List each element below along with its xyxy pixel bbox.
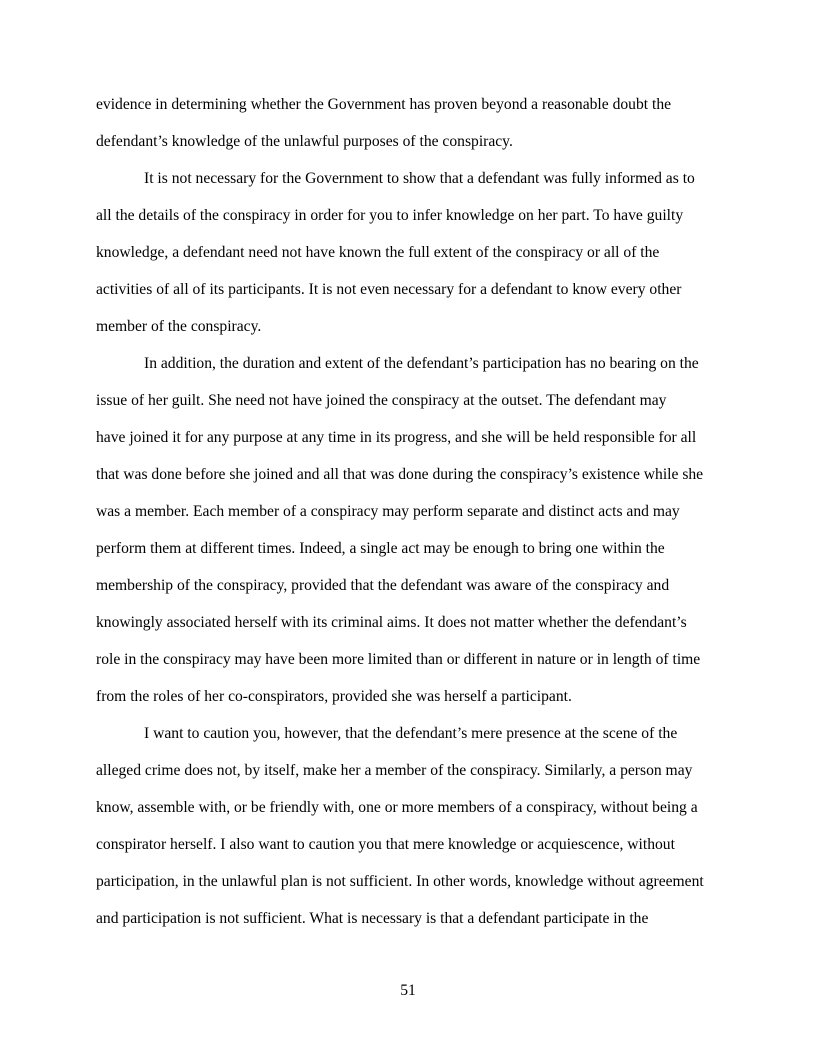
text-line: conspirator herself. I also want to caution you that mere knowledge or acquiescence, without [96, 836, 675, 853]
document-body [96, 94, 730, 945]
page-number: 51 [400, 982, 416, 999]
paragraph-first-line: I want to caution you, however, that the defendant’s mere presence at the scene of the [144, 725, 678, 742]
text-line: member of the conspiracy. [96, 318, 262, 335]
text-line: have joined it for any purpose at any time in its progress, and she will be held responsible for all [96, 429, 697, 446]
text-line: knowingly associated herself with its criminal aims. It does not matter whether the defendant’s [96, 614, 687, 631]
paragraph-first-line: In addition, the duration and extent of the defendant’s participation has no bearing on the [144, 355, 699, 372]
text-line: evidence in determining whether the Government has proven beyond a reasonable doubt the [96, 96, 672, 113]
text-line: was a member. Each member of a conspiracy may perform separate and distinct acts and may [96, 503, 680, 520]
text-line: and participation is not sufficient. What is necessary is that a defendant participate in the [96, 910, 649, 927]
text-line: membership of the conspiracy, provided that the defendant was aware of the conspiracy and [96, 577, 670, 594]
paragraph-first-line: It is not necessary for the Government to show that a defendant was fully informed as to [144, 170, 695, 187]
text-line: from the roles of her co-conspirators, provided she was herself a participant. [96, 688, 572, 705]
text-line: all the details of the conspiracy in order for you to infer knowledge on her part. To have guilty [96, 207, 684, 224]
text-line: knowledge, a defendant need not have known the full extent of the conspiracy or all of the [96, 244, 660, 261]
text-line: alleged crime does not, by itself, make her a member of the conspiracy. Similarly, a person may [96, 762, 693, 779]
text-line: that was done before she joined and all that was done during the conspiracy’s existence while she [96, 466, 704, 483]
text-line: issue of her guilt. She need not have joined the conspiracy at the outset. The defendant may [96, 392, 667, 409]
text-line: role in the conspiracy may have been more limited than or different in nature or in length of time [96, 651, 701, 668]
text-line: perform them at different times. Indeed, a single act may be enough to bring one within the [96, 540, 665, 557]
text-line: participation, in the unlawful plan is not sufficient. In other words, knowledge without agreement [96, 873, 704, 890]
text-line: activities of all of its participants. It is not even necessary for a defendant to know every other [96, 281, 682, 298]
text-line: defendant’s knowledge of the unlawful purposes of the conspiracy. [96, 133, 513, 150]
text-line: know, assemble with, or be friendly with, one or more members of a conspiracy, without being a [96, 799, 698, 816]
